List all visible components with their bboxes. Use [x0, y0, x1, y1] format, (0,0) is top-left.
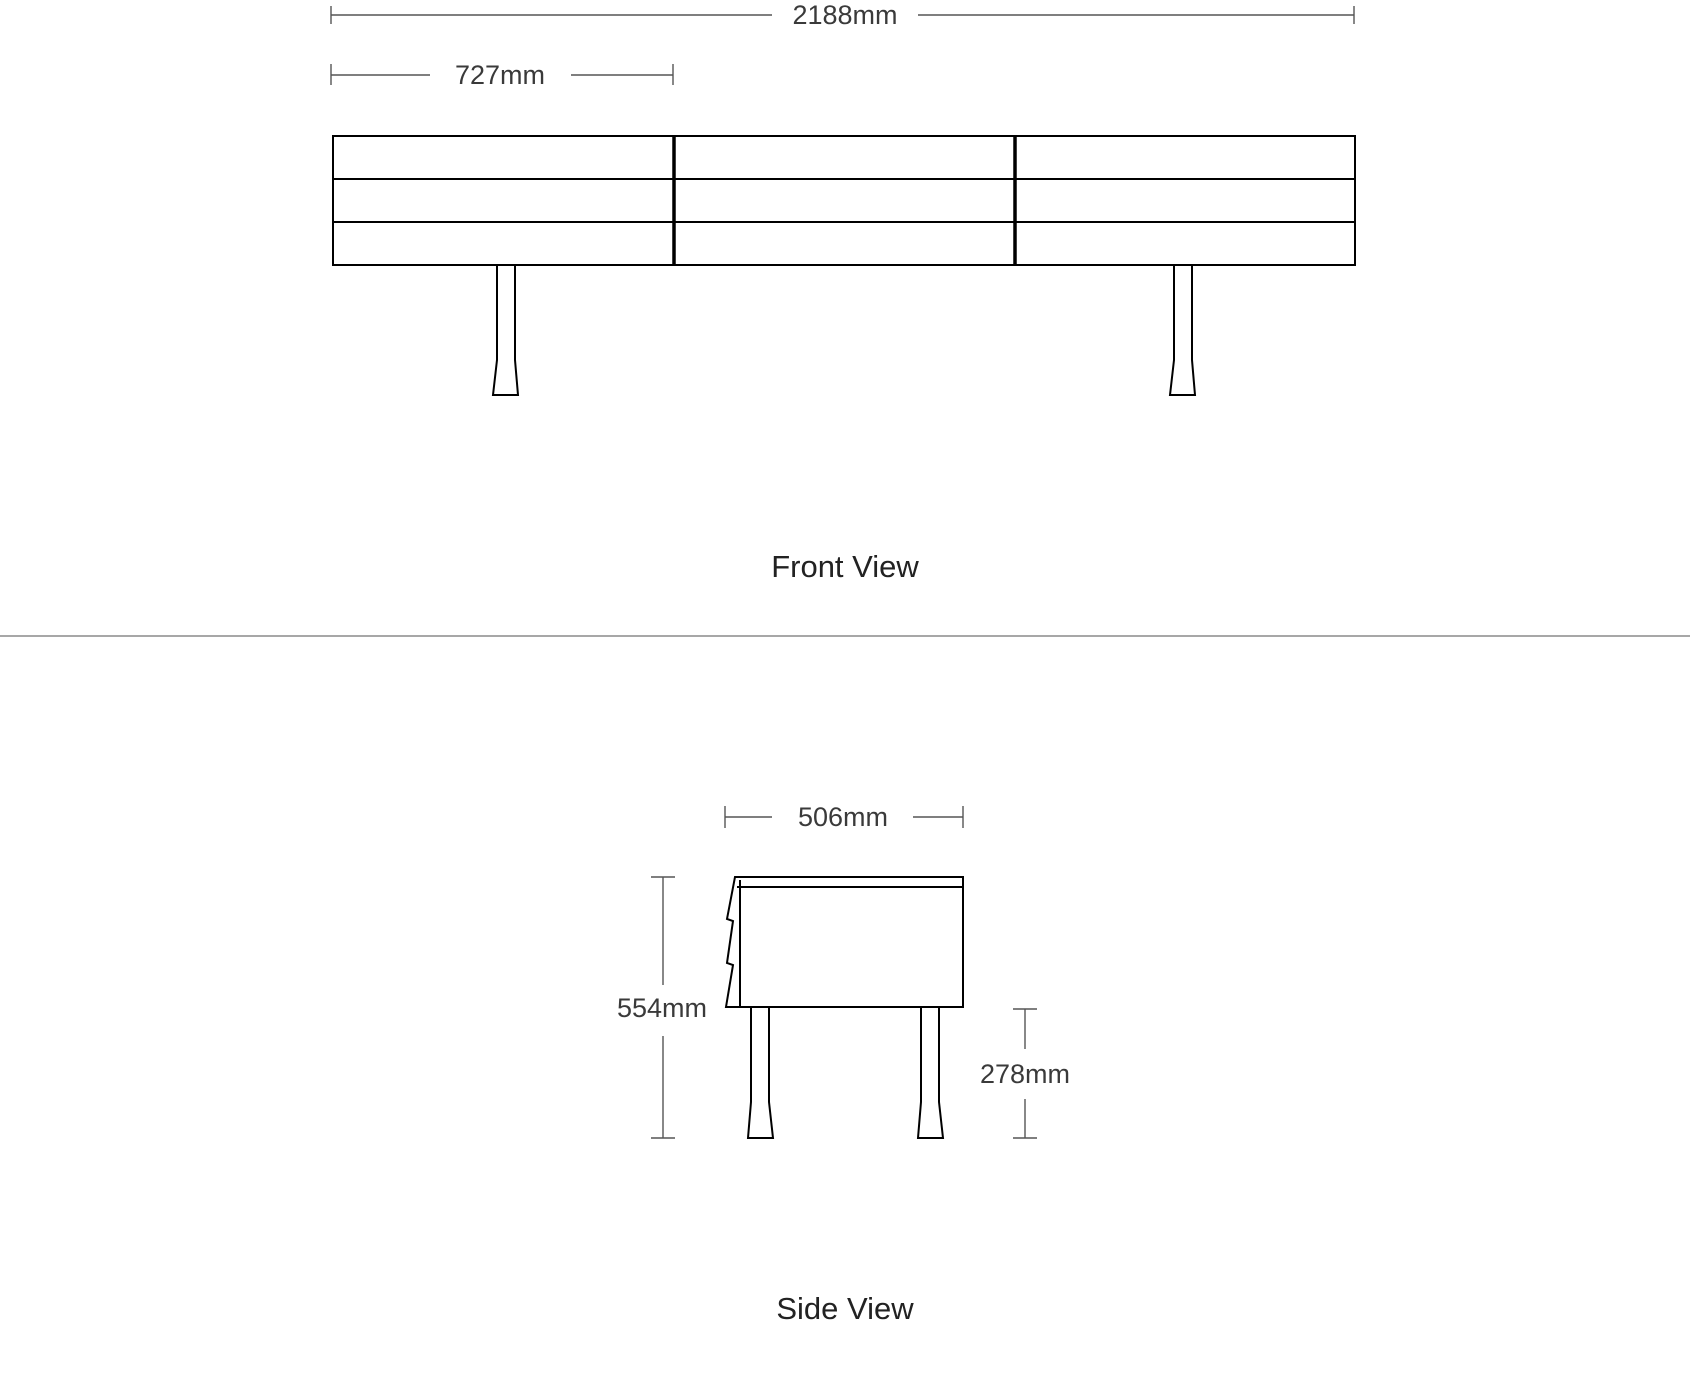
leg-height-dimension: [980, 1009, 1070, 1138]
side-view: [617, 802, 1070, 1326]
height-label: 554mm: [616, 993, 708, 1023]
front-right-leg: [1170, 265, 1195, 395]
depth-dimension: [725, 802, 963, 832]
overall-width-label: 2188mm: [792, 0, 898, 30]
leg-height-label: 278mm: [979, 1059, 1071, 1089]
side-cabinet: [726, 877, 963, 1007]
side-front-leg: [748, 1007, 773, 1138]
front-left-leg: [493, 265, 518, 395]
front-cabinet: [333, 136, 1355, 265]
height-dimension: [617, 877, 707, 1138]
overall-width-dimension: [331, 0, 1354, 30]
side-view-title: Side View: [776, 1291, 914, 1326]
front-view: [331, 0, 1355, 584]
module-width-dimension: [331, 60, 673, 90]
depth-label: 506mm: [797, 802, 889, 832]
side-back-leg: [918, 1007, 943, 1138]
module-width-label: 727mm: [454, 60, 546, 90]
side-cabinet-body: [726, 877, 963, 1007]
front-view-title: Front View: [771, 549, 919, 584]
